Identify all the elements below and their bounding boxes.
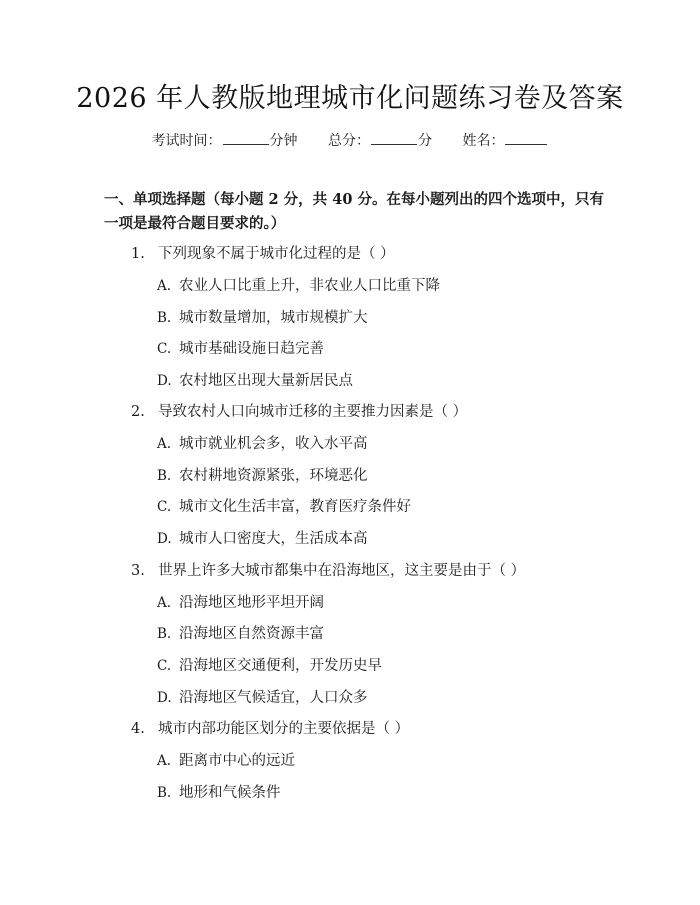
option-text: 农业人口比重上升，非农业人口比重下降 (179, 278, 440, 294)
option-text: 距离市中心的远近 (179, 753, 295, 769)
option-item (157, 688, 597, 708)
exam-time-unit: 分钟 (269, 133, 298, 149)
option-text: 城市就业机会多，收入水平高 (179, 436, 368, 452)
total-score-unit: 分 (418, 133, 432, 149)
option-item (157, 371, 597, 391)
option-letter: D. (157, 373, 172, 389)
exam-time-label: 考试时间： (151, 133, 222, 149)
option-text: 沿海地区自然资源丰富 (179, 626, 324, 642)
question-text: 城市内部功能区划分的主要依据是（ ） (158, 721, 410, 737)
option-letter: C. (157, 658, 172, 674)
option-text: 沿海地区交通便利，开发历史早 (179, 658, 382, 674)
question-text: 导致农村人口向城市迁移的主要推力因素是（ ） (158, 404, 468, 420)
option-item (157, 276, 597, 296)
option-item (157, 624, 597, 644)
section-heading: 一、单项选择题（每小题 2 分，共 40 分。在每小题列出的四个选项中，只有一项是最符合题目要求的。） (104, 191, 604, 232)
option-letter: C. (157, 341, 172, 357)
page-title: 2026 年人教版地理城市化问题练习卷及答案 (76, 83, 624, 114)
option-item (157, 497, 597, 517)
option-letter: A. (157, 595, 172, 611)
exam-time-field (152, 130, 298, 151)
option-text: 城市人口密度大，生活成本高 (179, 531, 368, 547)
option-item (157, 434, 597, 454)
option-letter: D. (157, 531, 172, 547)
option-text: 农村耕地资源紧张，环境恶化 (179, 468, 368, 484)
question-stem (131, 402, 601, 422)
option-item (157, 529, 597, 549)
option-letter: A. (157, 753, 172, 769)
option-text: 城市文化生活丰富，教育医疗条件好 (179, 499, 411, 515)
option-item (157, 656, 597, 676)
total-score-label: 总分： (328, 133, 370, 149)
option-text: 城市基础设施日趋完善 (179, 341, 324, 357)
question-stem (131, 561, 601, 581)
exam-info-line (0, 130, 700, 151)
option-text: 城市数量增加，城市规模扩大 (179, 310, 368, 326)
question-text: 下列现象不属于城市化过程的是（ ） (158, 246, 395, 262)
question-number: 1. (131, 246, 145, 262)
option-item (157, 783, 597, 803)
option-item (157, 593, 597, 613)
option-text: 沿海地区地形平坦开阔 (179, 595, 324, 611)
question-number: 3. (131, 563, 145, 579)
option-letter: B. (157, 310, 172, 326)
question-text: 世界上许多大城市都集中在沿海地区，这主要是由于（ ） (158, 563, 526, 579)
total-score-blank (371, 130, 417, 145)
option-letter: B. (157, 785, 172, 801)
exam-time-blank (223, 130, 269, 145)
option-item (157, 466, 597, 486)
option-letter: B. (157, 468, 172, 484)
option-item (157, 339, 597, 359)
option-letter: D. (157, 690, 172, 706)
option-item (157, 308, 597, 328)
option-text: 地形和气候条件 (179, 785, 281, 801)
option-letter: A. (157, 278, 172, 294)
question-stem (131, 719, 601, 739)
option-text: 沿海地区气候适宜，人口众多 (179, 690, 368, 706)
student-name-field (462, 130, 548, 151)
option-text: 农村地区出现大量新居民点 (179, 373, 353, 389)
option-letter: C. (157, 499, 172, 515)
option-item (157, 751, 597, 771)
option-letter: B. (157, 626, 172, 642)
question-number: 4. (131, 721, 145, 737)
question-number: 2. (131, 404, 145, 420)
student-name-blank (505, 130, 547, 145)
student-name-label: 姓名： (462, 133, 505, 149)
option-letter: A. (157, 436, 172, 452)
question-stem (131, 244, 601, 264)
total-score-field (328, 130, 432, 151)
